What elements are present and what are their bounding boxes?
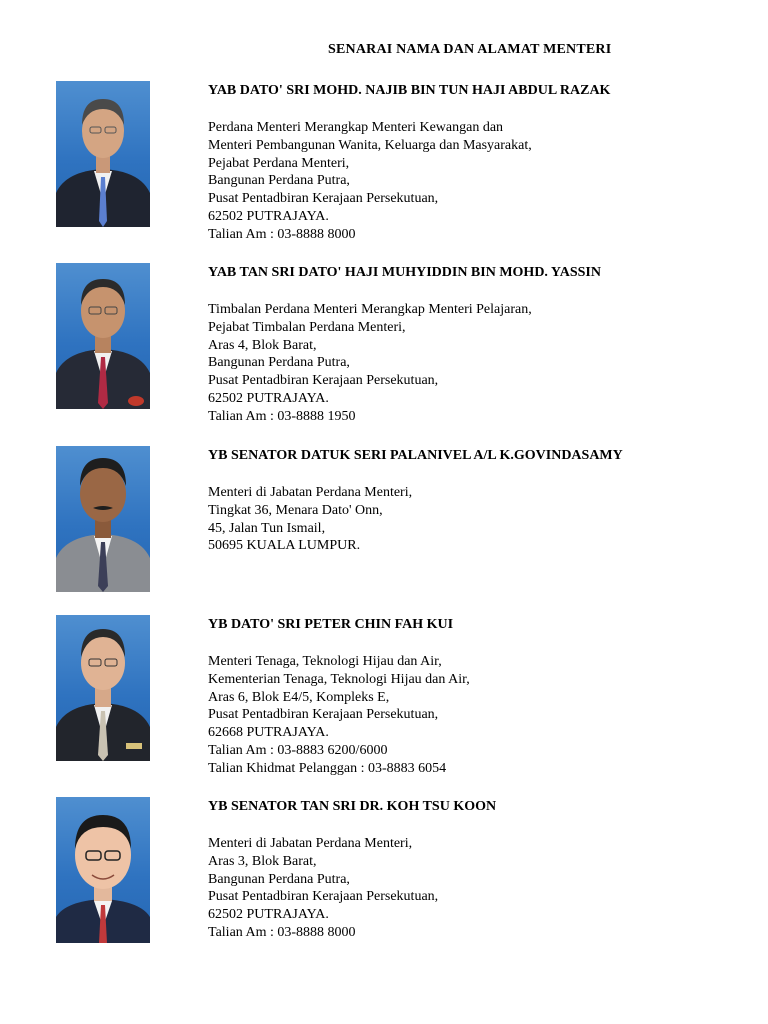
minister-name: YAB DATO' SRI MOHD. NAJIB BIN TUN HAJI ABDUL RAZAK	[208, 83, 611, 98]
address-line: Bangunan Perdana Putra,	[208, 355, 350, 371]
address-block	[208, 301, 532, 426]
address-line: Timbalan Perdana Menteri Merangkap Menteri Pelajaran,	[208, 302, 532, 317]
phone-line: Talian Am : 03-8888 1950	[208, 408, 356, 424]
address-line: 62502 PUTRAJAYA.	[208, 907, 329, 923]
address-line: 62502 PUTRAJAYA.	[208, 208, 329, 224]
minister-portrait	[56, 797, 150, 943]
phone-line: Talian Am : 03-8883 6200/6000	[208, 742, 388, 758]
address-block	[208, 835, 438, 942]
minister-name: YB DATO' SRI PETER CHIN FAH KUI	[208, 617, 454, 632]
minister-portrait	[56, 263, 150, 409]
address-line: Menteri Pembangunan Wanita, Keluarga dan Masyarakat,	[208, 137, 532, 153]
address-line: Pusat Pentadbiran Kerajaan Persekutuan,	[208, 191, 439, 207]
address-line: Menteri di Jabatan Perdana Menteri,	[208, 836, 413, 851]
address-block	[208, 653, 470, 778]
address-line: 62502 PUTRAJAYA.	[208, 390, 329, 406]
page-title: SENARAI NAMA DAN ALAMAT MENTERI	[328, 42, 612, 57]
address-line: Pusat Pentadbiran Kerajaan Persekutuan,	[208, 707, 439, 723]
phone-line: Talian Am : 03-8888 8000	[208, 924, 356, 940]
minister-portrait	[56, 446, 150, 592]
phone-line: Talian Khidmat Pelanggan : 03-8883 6054	[208, 760, 447, 776]
phone-line: Talian Am : 03-8888 8000	[208, 226, 356, 242]
minister-name: YB SENATOR DATUK SERI PALANIVEL A/L K.GOVINDASAMY	[208, 448, 623, 463]
address-block	[208, 484, 412, 555]
address-line: 50695 KUALA LUMPUR.	[208, 538, 361, 554]
address-line: Aras 4, Blok Barat,	[208, 337, 317, 353]
minister-portrait	[56, 81, 150, 227]
minister-portrait	[56, 615, 150, 761]
address-line: Menteri di Jabatan Perdana Menteri,	[208, 485, 413, 500]
address-line: Menteri Tenaga, Teknologi Hijau dan Air,	[208, 654, 442, 669]
minister-name: YB SENATOR TAN SRI DR. KOH TSU KOON	[208, 799, 497, 814]
address-line: Pusat Pentadbiran Kerajaan Persekutuan,	[208, 889, 439, 905]
address-line: Perdana Menteri Merangkap Menteri Kewangan dan	[208, 120, 504, 135]
address-line: Aras 6, Blok E4/5, Kompleks E,	[208, 689, 390, 705]
address-block	[208, 119, 532, 244]
address-line: Kementerian Tenaga, Teknologi Hijau dan Air,	[208, 671, 470, 687]
minister-name: YAB TAN SRI DATO' HAJI MUHYIDDIN BIN MOHD. YASSIN	[208, 265, 601, 280]
address-line: Aras 3, Blok Barat,	[208, 853, 317, 869]
address-line: 45, Jalan Tun Ismail,	[208, 520, 326, 536]
address-line: Pejabat Perdana Menteri,	[208, 155, 350, 171]
address-line: Tingkat 36, Menara Dato' Onn,	[208, 502, 383, 518]
address-line: Pejabat Timbalan Perdana Menteri,	[208, 319, 406, 335]
address-line: Bangunan Perdana Putra,	[208, 871, 350, 887]
address-line: Bangunan Perdana Putra,	[208, 173, 350, 189]
address-line: 62668 PUTRAJAYA.	[208, 725, 329, 741]
address-line: Pusat Pentadbiran Kerajaan Persekutuan,	[208, 373, 439, 389]
